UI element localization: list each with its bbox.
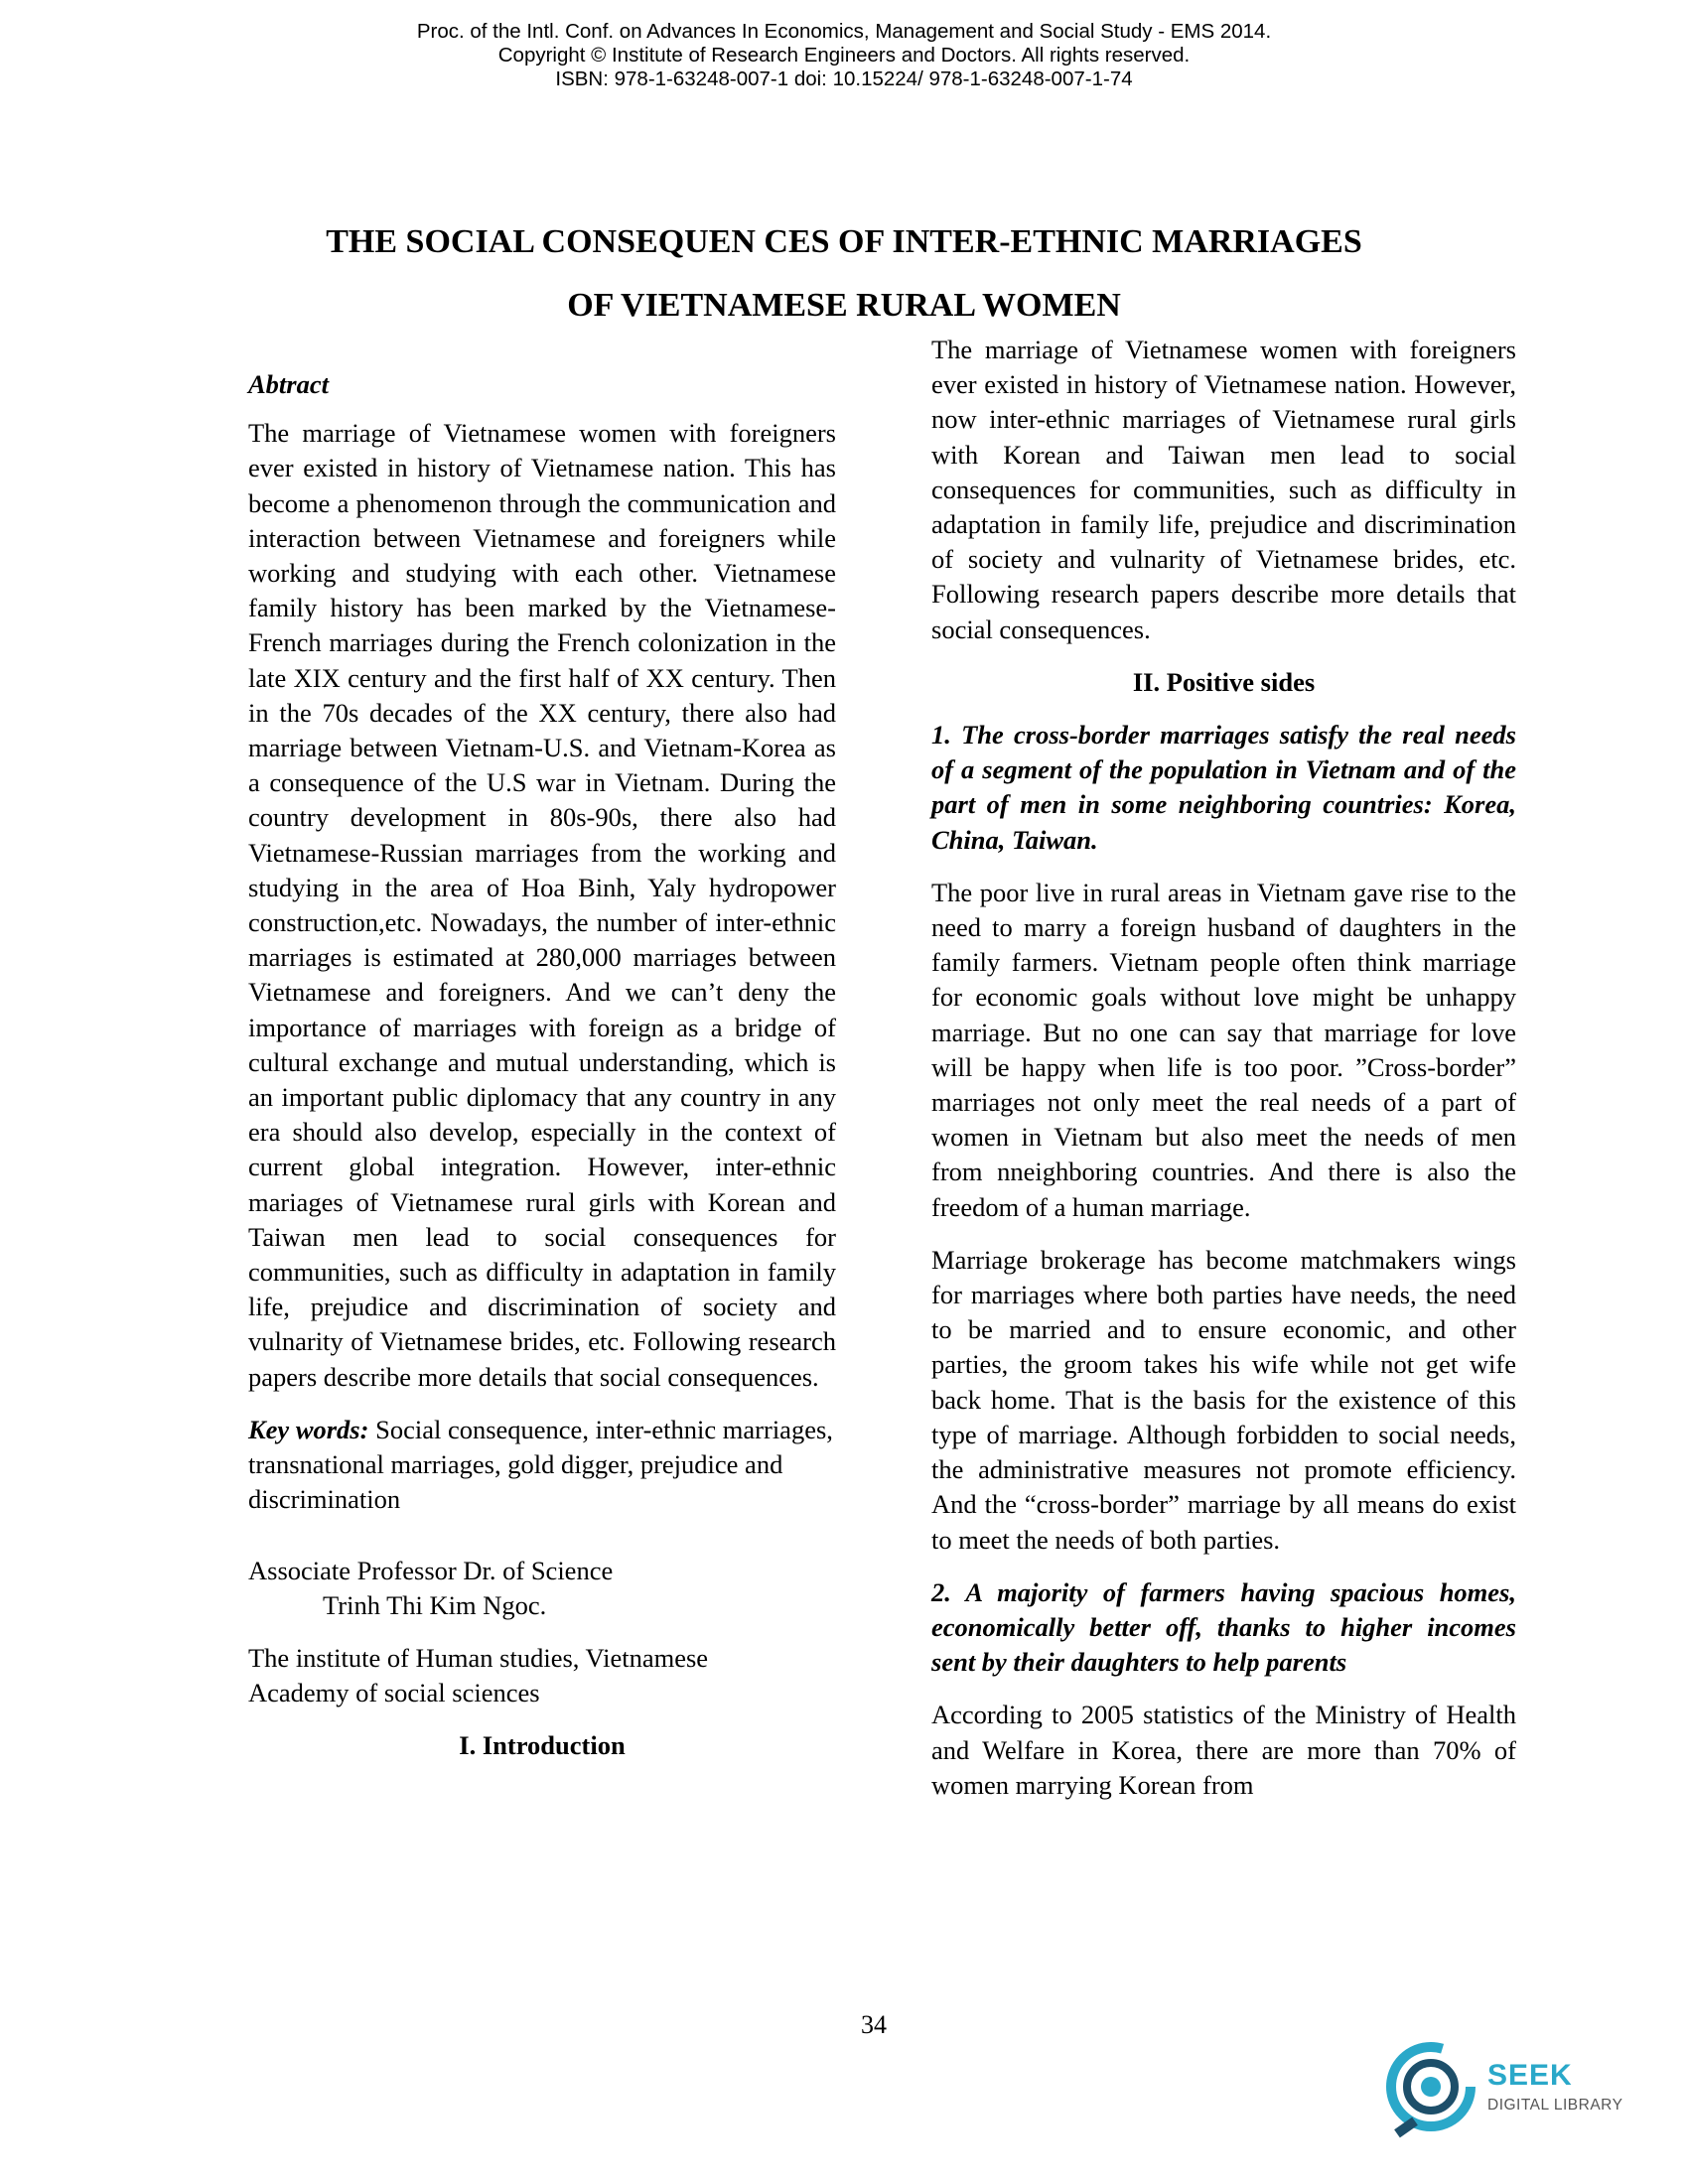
left-column	[248, 367, 836, 1782]
subsection-1-heading: 1. The cross-border marriages satisfy the real needs of a segment of the population in Vietnam and of the part of men in some neighboring countries: Korea, China, Taiwan.	[931, 720, 1516, 855]
header-line-isbn: ISBN: 978-1-63248-007-1 doi: 10.15224/ 978-1-63248-007-1-74	[555, 68, 1133, 90]
keywords	[248, 1413, 836, 1518]
right-column	[931, 333, 1516, 1821]
keywords-label: Key words:	[248, 1414, 369, 1444]
paragraph-3: According to 2005 statistics of the Ministry of Health and Welfare in Korea, there are more than 70% of women marrying Korean from	[931, 1700, 1516, 1800]
abstract-text: The marriage of Vietnamese women with foreigners ever existed in history of Vietnamese nation. This has become a phenomenon through the communication and interaction between Vietnamese and foreigners while working and studying with each other. Vietnamese family history has been marked by the Vietnamese-French marriages during the French colonization in the late XIX century and the first half of XX century. Then in the 70s decades of the XX century, there also had marriage between Vietnam-U.S. and Vietnam-Korea as a consequence of the U.S war in Vietnam. During the country development in 80s-90s, there also had Vietnamese-Russian marriages from the working and studying in the area of Hoa Binh, Yaly hydropower construction,etc. Nowadays, the number of inter-ethnic marriages is estimated at 280,000 marriages between Vietnamese and foreigners. And we can’t deny the importance of marriages with foreign as a bridge of cultural exchange and mutual understanding, which is an important public diplomacy that any country in any era should also develop, especially in the context of current global integration. However, inter-ethnic mariages of Vietnamese rural girls with Korean and Taiwan men lead to social consequences for communities, such as difficulty in adaptation in family life, prejudice and discrimination of society and vulnarity of Vietnamese brides, etc. Following research papers describe more details that social consequences.	[248, 418, 836, 1392]
subsection-2-heading: 2. A majority of farmers having spacious homes, economically better off, thanks to higher incomes sent by their daughters to help parents	[931, 1576, 1516, 1678]
paragraph-1: The poor live in rural areas in Vietnam gave rise to the need to marry a foreign husband of daughters in the family farmers. Vietnam people often think marriage for economic goals without love might be unhappy marriage. But no one can say that marriage for love will be happy when life is too poor. ”Cross-border” marriages not only meet the real needs of a part of women in Vietnam but also meet the needs of men from nneighboring countries. And there is also the freedom of a human marriage.	[931, 877, 1516, 1222]
paragraph-2: Marriage brokerage has become matchmakers wings for marriages where both parties have needs, the need to be married and to ensure economic, and other parties, the groom takes his wife while not get wife back home. That is the basis for the existence of this type of marriage. Although forbidden to social needs, the administrative measures not promote efficiency. And the “cross-border” marriage by all means do exist to meet the needs of both parties.	[931, 1244, 1516, 1555]
header-line-proceedings: Proc. of the Intl. Conf. on Advances In Economics, Management and Social Study - EMS 2014.	[416, 20, 1272, 43]
paper-title	[149, 210, 1539, 338]
affiliation-line-2: Academy of social sciences	[248, 1678, 540, 1708]
conference-header	[0, 20, 1688, 91]
keywords-text: Social consequence, inter-ethnic marriages, transnational marriages, gold digger, prejudice and discrimination	[248, 1414, 833, 1515]
introduction-heading: I. Introduction	[459, 1730, 626, 1761]
author-name: Trinh Thi Kim Ngoc.	[323, 1589, 547, 1620]
author-title: Associate Professor Dr. of Science	[248, 1555, 614, 1585]
title-line-1: THE SOCIAL CONSEQUEN CES OF INTER-ETHNIC MARRIAGES	[326, 223, 1362, 260]
logo-subtitle-text: DIGITAL LIBRARY	[1487, 2097, 1623, 2114]
page-number: 34	[861, 2010, 887, 2039]
seek-digital-library-logo	[1383, 2035, 1681, 2154]
abstract-heading: Abtract	[248, 369, 329, 399]
introduction-text: The marriage of Vietnamese women with foreigners ever existed in history of Vietnamese nation. However, now inter-ethnic marriages of Vietnamese rural girls with Korean and Taiwan men lead to social consequences for communities, such as difficulty in adaptation in family life, prejudice and discrimination of society and vulnarity of Vietnamese brides, etc. Following research papers describe more details that social consequences.	[931, 335, 1516, 644]
header-line-copyright: Copyright © Institute of Research Engineers and Doctors. All rights reserved.	[497, 44, 1191, 67]
logo-brand-text: SEEK	[1487, 2059, 1573, 2092]
positive-sides-heading: II. Positive sides	[1132, 666, 1316, 697]
title-line-2: OF VIETNAMESE RURAL WOMEN	[567, 287, 1121, 324]
affiliation-line-1: The institute of Human studies, Vietnamese	[248, 1642, 709, 1673]
seek-logo-icon	[1383, 2035, 1482, 2144]
